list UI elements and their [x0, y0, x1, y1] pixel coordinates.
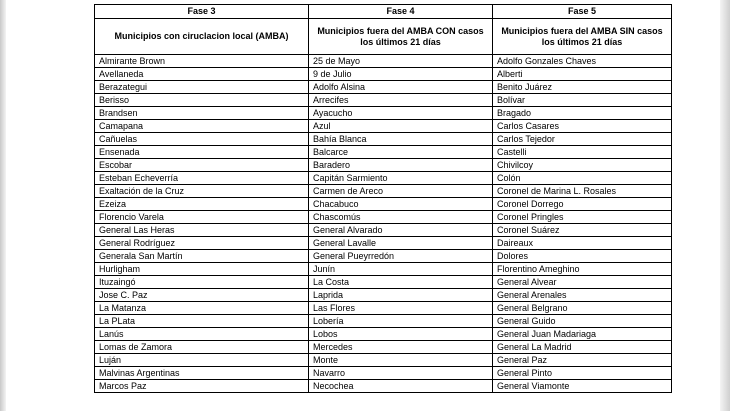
- fase-4-cell: La Costa: [309, 276, 493, 289]
- fase-5-cell: General Pinto: [493, 367, 672, 380]
- fase-4-cell: Lobería: [309, 315, 493, 328]
- fase-5-cell: Colón: [493, 172, 672, 185]
- table-row: [95, 263, 672, 276]
- fase-4-cell: Junín: [309, 263, 493, 276]
- fase-3-cell: Ezeiza: [95, 198, 309, 211]
- table-row: [95, 380, 672, 393]
- fase-3-cell: Florencio Varela: [95, 211, 309, 224]
- fase-4-cell: Balcarce: [309, 146, 493, 159]
- fase-3-cell: Ituzaingó: [95, 276, 309, 289]
- table-row: [95, 146, 672, 159]
- table-row: [95, 159, 672, 172]
- phase-3-description: Municipios con ciruclacion local (AMBA): [95, 19, 309, 55]
- table-row: [95, 172, 672, 185]
- table-row: [95, 107, 672, 120]
- fase-3-cell: Esteban Echeverría: [95, 172, 309, 185]
- fase-3-cell: La PLata: [95, 315, 309, 328]
- fase-4-cell: Arrecifes: [309, 94, 493, 107]
- fase-4-cell: Capitán Sarmiento: [309, 172, 493, 185]
- fase-3-cell: Luján: [95, 354, 309, 367]
- fase-3-cell: General Rodríguez: [95, 237, 309, 250]
- table-row: [95, 68, 672, 81]
- fase-5-cell: General Viamonte: [493, 380, 672, 393]
- phase-5-description: Municipios fuera del AMBA SIN casos los últimos 21 días: [493, 19, 672, 55]
- fase-5-cell: General Alvear: [493, 276, 672, 289]
- fase-5-cell: General Guido: [493, 315, 672, 328]
- fase-5-cell: General La Madrid: [493, 341, 672, 354]
- fase-4-cell: Adolfo Alsina: [309, 81, 493, 94]
- table-row: [95, 94, 672, 107]
- fase-4-cell: General Alvarado: [309, 224, 493, 237]
- table-row: [95, 198, 672, 211]
- table-row: [95, 302, 672, 315]
- table-row: [95, 133, 672, 146]
- fase-5-cell: Chivilcoy: [493, 159, 672, 172]
- fase-3-cell: Lanús: [95, 328, 309, 341]
- fase-5-cell: Bragado: [493, 107, 672, 120]
- fase-3-cell: Hurligham: [95, 263, 309, 276]
- table-row: [95, 211, 672, 224]
- table-row: [95, 354, 672, 367]
- table-row: [95, 276, 672, 289]
- table-row: [95, 328, 672, 341]
- fase-5-cell: Castelli: [493, 146, 672, 159]
- fase-3-cell: Exaltación de la Cruz: [95, 185, 309, 198]
- fase-5-cell: Coronel Dorrego: [493, 198, 672, 211]
- fase-4-cell: Monte: [309, 354, 493, 367]
- fase-3-cell: Berisso: [95, 94, 309, 107]
- fase-3-cell: Ensenada: [95, 146, 309, 159]
- phase-3-header: Fase 3: [95, 5, 309, 19]
- phase-4-header: Fase 4: [309, 5, 493, 19]
- table-row: [95, 341, 672, 354]
- fase-4-cell: Ayacucho: [309, 107, 493, 120]
- table-row: [95, 224, 672, 237]
- fase-4-cell: Chacabuco: [309, 198, 493, 211]
- fase-3-cell: Escobar: [95, 159, 309, 172]
- table-row: [95, 55, 672, 68]
- fase-4-cell: Chascomús: [309, 211, 493, 224]
- fase-3-cell: General Las Heras: [95, 224, 309, 237]
- fase-4-cell: Bahía Blanca: [309, 133, 493, 146]
- fase-4-cell: Carmen de Areco: [309, 185, 493, 198]
- fase-5-cell: General Arenales: [493, 289, 672, 302]
- phase-header-row: [95, 5, 672, 19]
- fase-3-cell: Avellaneda: [95, 68, 309, 81]
- fase-3-cell: Berazategui: [95, 81, 309, 94]
- table-body: [95, 55, 672, 393]
- fase-5-cell: Alberti: [493, 68, 672, 81]
- fase-4-cell: Azul: [309, 120, 493, 133]
- fase-5-cell: Coronel de Marina L. Rosales: [493, 185, 672, 198]
- fase-3-cell: Marcos Paz: [95, 380, 309, 393]
- table-row: [95, 237, 672, 250]
- fase-5-cell: Carlos Casares: [493, 120, 672, 133]
- page-shadow-right: [720, 0, 730, 411]
- fase-4-cell: Laprida: [309, 289, 493, 302]
- phase-5-header: Fase 5: [493, 5, 672, 19]
- fase-4-cell: Lobos: [309, 328, 493, 341]
- table-row: [95, 289, 672, 302]
- municipios-table: [94, 4, 672, 393]
- fase-5-cell: General Juan Madariaga: [493, 328, 672, 341]
- fase-4-cell: General Pueyrredón: [309, 250, 493, 263]
- table-row: [95, 81, 672, 94]
- fase-5-cell: Benito Juárez: [493, 81, 672, 94]
- fase-4-cell: 9 de Julio: [309, 68, 493, 81]
- fase-5-cell: Adolfo Gonzales Chaves: [493, 55, 672, 68]
- fase-3-cell: Lomas de Zamora: [95, 341, 309, 354]
- description-header-row: [95, 19, 672, 55]
- table-row: [95, 120, 672, 133]
- table-row: [95, 315, 672, 328]
- fase-5-cell: General Paz: [493, 354, 672, 367]
- fase-5-cell: Dolores: [493, 250, 672, 263]
- fase-4-cell: Necochea: [309, 380, 493, 393]
- fase-5-cell: General Belgrano: [493, 302, 672, 315]
- phase-4-description: Municipios fuera del AMBA CON casos los últimos 21 días: [309, 19, 493, 55]
- fase-4-cell: Las Flores: [309, 302, 493, 315]
- fase-3-cell: Camapana: [95, 120, 309, 133]
- fase-5-cell: Coronel Suárez: [493, 224, 672, 237]
- fase-4-cell: 25 de Mayo: [309, 55, 493, 68]
- fase-3-cell: Brandsen: [95, 107, 309, 120]
- fase-4-cell: Navarro: [309, 367, 493, 380]
- fase-5-cell: Florentino Ameghino: [493, 263, 672, 276]
- fase-5-cell: Daireaux: [493, 237, 672, 250]
- table-row: [95, 185, 672, 198]
- table-row: [95, 367, 672, 380]
- fase-3-cell: La Matanza: [95, 302, 309, 315]
- fase-3-cell: Malvinas Argentinas: [95, 367, 309, 380]
- fase-5-cell: Bolívar: [493, 94, 672, 107]
- table-row: [95, 250, 672, 263]
- fase-4-cell: Mercedes: [309, 341, 493, 354]
- fase-4-cell: Baradero: [309, 159, 493, 172]
- fase-5-cell: Coronel Pringles: [493, 211, 672, 224]
- fase-4-cell: General Lavalle: [309, 237, 493, 250]
- fase-3-cell: Almirante Brown: [95, 55, 309, 68]
- fase-3-cell: Cañuelas: [95, 133, 309, 146]
- page-shadow-left: [0, 0, 6, 411]
- fase-3-cell: Generala San Martín: [95, 250, 309, 263]
- fase-5-cell: Carlos Tejedor: [493, 133, 672, 146]
- fase-3-cell: Jose C. Paz: [95, 289, 309, 302]
